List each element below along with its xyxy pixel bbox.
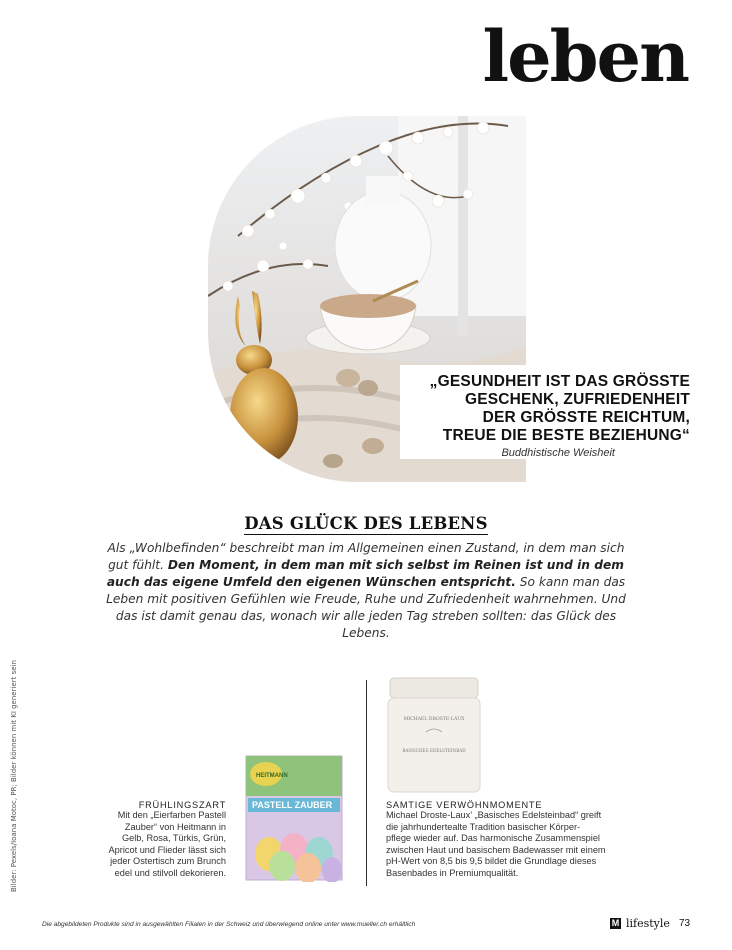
product-line: Basenbades in Premiumqualität. — [386, 867, 519, 878]
footnote: Die abgebildeten Produkte sind in ausgewählten Filialen in der Schweiz und überwiegend online unter www.mueller.ch erhältlich — [42, 921, 416, 928]
column-divider — [366, 680, 367, 886]
headline-text: DAS GLÜCK DES LEBENS — [244, 514, 488, 533]
product-line: Gelb, Rosa, Türkis, Grün, — [122, 833, 226, 844]
product-line: Zauber“ von Heitmann in — [124, 821, 226, 832]
jar-name: BASISCHES EDELSTEINBAD — [402, 748, 466, 753]
product-title: FRÜHLINGSZART — [138, 800, 226, 810]
image-credit: Bilder: Pexels/Ioana Motoc, PR; Bilder können mit KI generiert sein — [10, 660, 18, 892]
product-line: zwischen Haut und basischem Badewasser mit einem — [386, 844, 606, 855]
page-number: 73 — [678, 918, 691, 929]
jar-brand: MICHAEL DROSTE-LAUX — [403, 717, 465, 722]
quote-source: Buddhistische Weisheit — [501, 447, 615, 459]
bath-salt-jar-image — [386, 676, 482, 794]
article-headline — [0, 514, 732, 533]
product-line: Michael Droste-Laux’ „Basisches Edelsteinbad“ greift — [386, 810, 602, 820]
intro-paragraph — [100, 540, 632, 642]
product-line: Apricot und Flieder lässt sich — [108, 844, 226, 855]
quote-line: „GESUNDHEIT IST DAS GRÖSSTE — [429, 373, 690, 390]
section-title: leben — [482, 15, 688, 98]
package-brand: HEITMANN — [256, 773, 288, 779]
quote-line: TREUE DIE BESTE BEZIEHUNG“ — [442, 427, 690, 444]
product-line: jeder Ostertisch zum Brunch — [110, 856, 226, 867]
quote-line: GESCHENK, ZUFRIEDENHEIT — [464, 391, 690, 408]
product-egg-dye — [96, 800, 226, 880]
product-bath-salt — [386, 800, 646, 880]
pull-quote — [400, 365, 690, 459]
package-name: PASTELL ZAUBER — [252, 800, 333, 810]
brand-name: lifestyle — [626, 917, 670, 930]
quote-line: DER GRÖSSTE REICHTUM, — [482, 409, 690, 426]
intro-part-1: Als „Wohlbefinden“ beschreibt man im Allgemeinen einen Zustand, in dem man sich gut fühlt. — [107, 541, 625, 572]
egg-dye-package-image — [244, 754, 344, 882]
product-line: pH-Wert von 8,5 bis 9,5 bildet die Grundlage dieses — [386, 856, 597, 867]
intro-part-2: So kann man das Leben mit positiven Gefühlen wie Freude, Ruhe und Zufriedenheit wahrnehmen. Und das ist damit genau das, wonach wir alle jeden Tag streben sollten: das Glück des Lebens. — [106, 575, 626, 640]
brand-logo-icon: M — [611, 918, 620, 928]
product-line: pflege wieder auf. Das harmonische Zusammenspiel — [386, 833, 600, 844]
page-footer — [610, 917, 690, 930]
product-title: SAMTIGE VERWÖHNMOMENTE — [386, 800, 543, 810]
product-line: Mit den „Eierfarben Pastell — [117, 810, 226, 820]
intro-bold: Den Moment, in dem man mit sich selbst im Reinen ist und in dem auch das eigene Umfeld den eigenen Wünschen entspricht. — [106, 558, 624, 589]
product-line: edel und stilvoll dekorieren. — [114, 867, 226, 878]
product-line: die jahrhundertealte Tradition basischer Körper- — [386, 821, 581, 832]
